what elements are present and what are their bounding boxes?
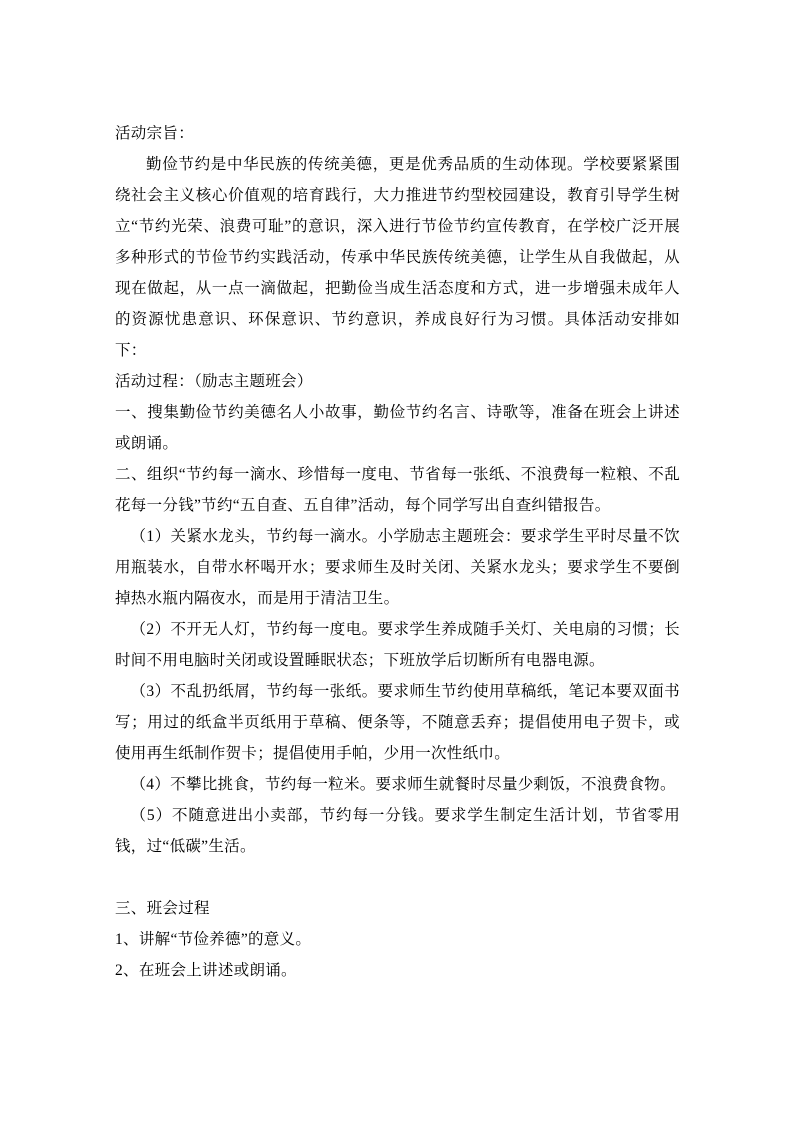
item-one: 一、搜集勤俭节约美德名人小故事，勤俭节约名言、诗歌等，准备在班会上讲述或朗诵。 [115, 404, 680, 452]
spacer-1 [115, 862, 680, 893]
sub-item-4: （4）不攀比挑食，节约每一粒米。要求师生就餐时尽量少剩饭，不浪费食物。 [130, 776, 676, 793]
heading-purpose: 活动宗旨： [115, 125, 195, 142]
step-2: 2、在班会上讲述或朗诵。 [115, 962, 297, 979]
sub-item-5: （5）不随意进出小卖部，节约每一分钱。要求学生制定生活计划，节省零用钱，过“低碳”生活。 [115, 807, 680, 855]
item-three: 三、班会过程 [115, 900, 210, 917]
purpose-body: 勤俭节约是中华民族的传统美德，更是优秀品质的生动体现。学校要紧紧围绕社会主义核心价值观的培育践行，大力推进节约型校园建设，教育引导学生树立“节约光荣、浪费可耻”的意识，深入进行节俭节约宣传教育，在学校广泛开展多种形式的节俭节约实践活动，传承中华民族传统美德，让学生从自我做起，从现在做起，从一点一滴做起，把勤俭当成生活态度和方式，进一步增强未成年人的资源忧患意识、环保意识、节约意识，养成良好行为习惯。具体活动安排如下： [115, 156, 680, 359]
sub-item-1: （1）关紧水龙头，节约每一滴水。小学励志主题班会：要求学生平时尽量不饮用瓶装水，自带水杯喝开水；要求师生及时关闭、关紧水龙头；要求学生不要倒掉热水瓶内隔夜水，而是用于清洁卫生。 [115, 528, 680, 607]
item-two: 二、组织“节约每一滴水、珍惜每一度电、节省每一张纸、不浪费每一粒粮、不乱花每一分钱”节约“五自查、五自律”活动，每个同学写出自查纠错报告。 [115, 466, 680, 514]
sub-item-3: （3）不乱扔纸屑，节约每一张纸。要求师生节约使用草稿纸，笔记本要双面书写；用过的纸盒半页纸用于草稿、便条等，不随意丢弃；提倡使用电子贺卡，或使用再生纸制作贺卡；提倡使用手帕，少用一次性纸巾。 [115, 683, 680, 762]
step-1: 1、讲解“节俭养德”的意义。 [115, 931, 312, 948]
document-body [115, 118, 680, 986]
heading-process: 活动过程：（励志主题班会） [115, 373, 313, 390]
sub-item-2: （2）不开无人灯，节约每一度电。要求学生养成随手关灯、关电扇的习惯；长时间不用电脑时关闭或设置睡眠状态；下班放学后切断所有电器电源。 [115, 621, 680, 669]
